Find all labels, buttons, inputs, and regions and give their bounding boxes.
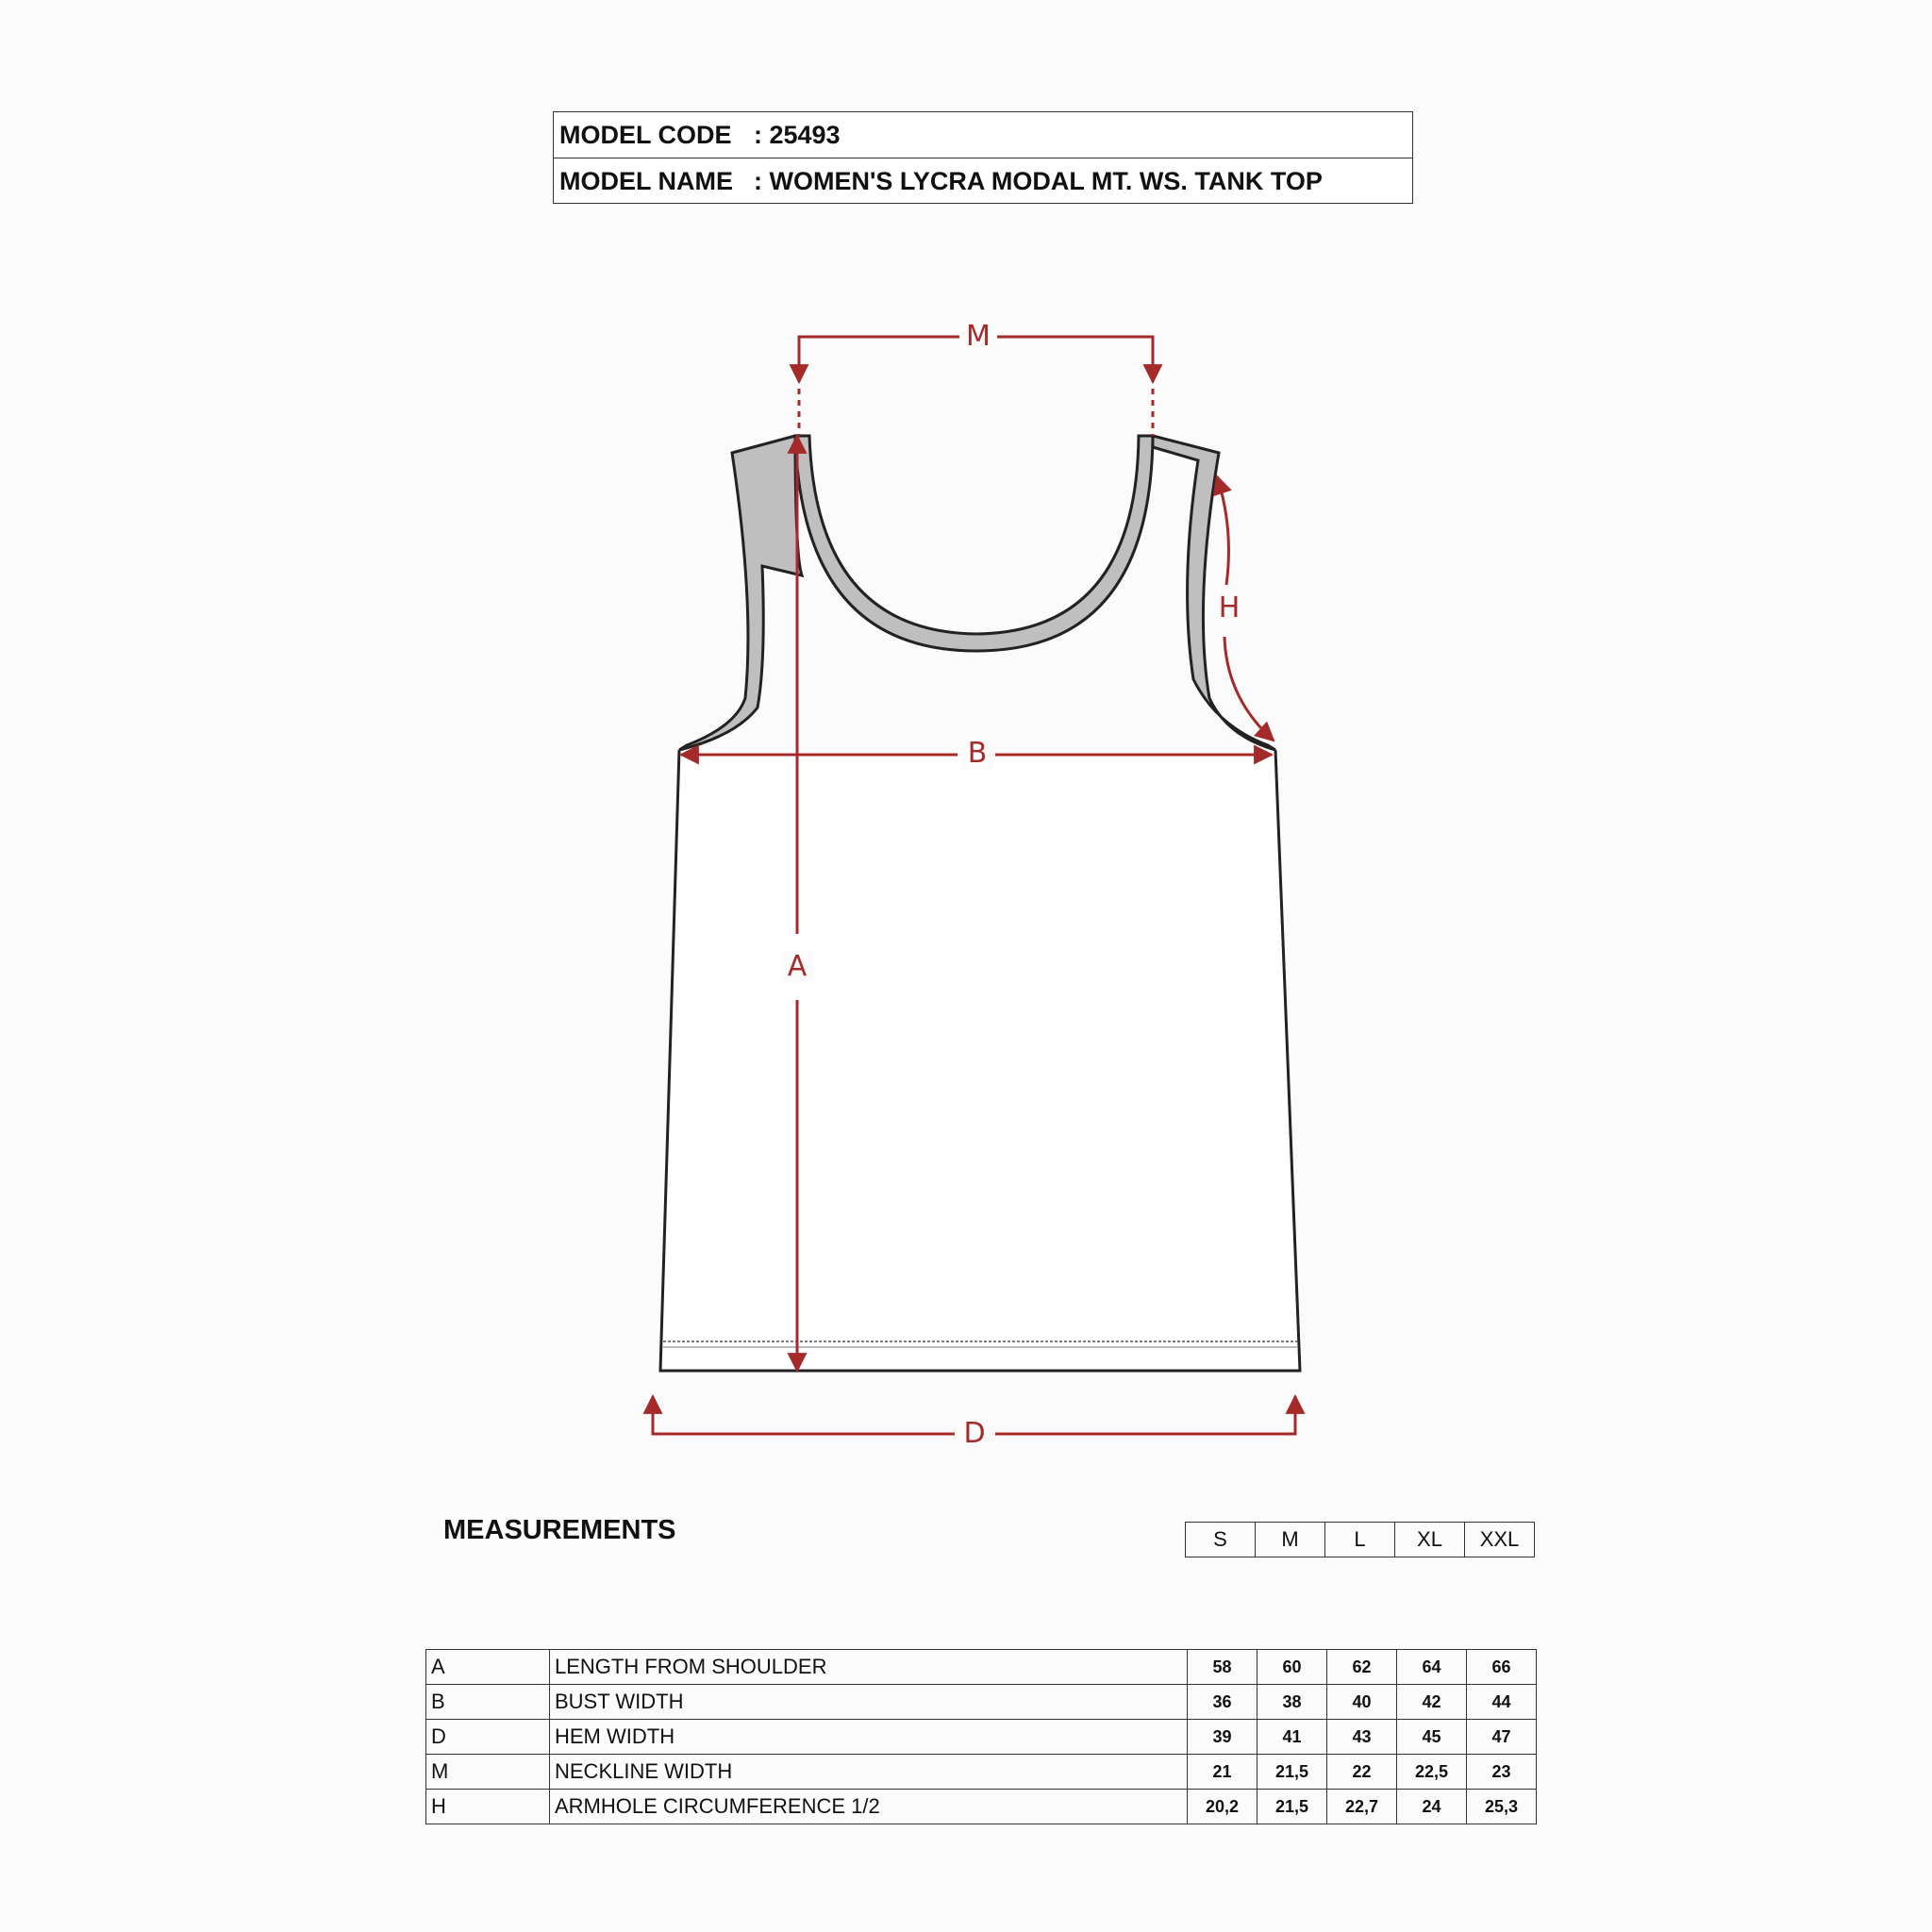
neckline-trim [795, 436, 1153, 651]
row-value-xxl: 47 [1467, 1720, 1537, 1755]
tank-top-outline [660, 750, 1300, 1371]
row-name: NECKLINE WIDTH [550, 1755, 1188, 1790]
row-value-xl: 24 [1397, 1790, 1467, 1824]
row-value-s: 39 [1188, 1720, 1257, 1755]
label-d: D [958, 1418, 991, 1450]
table-row [426, 1720, 1537, 1755]
row-value-xl: 64 [1397, 1650, 1467, 1685]
row-value-s: 58 [1188, 1650, 1257, 1685]
row-value-l: 22 [1327, 1755, 1397, 1790]
size-s: S [1186, 1523, 1256, 1557]
row-value-xl: 45 [1397, 1720, 1467, 1755]
size-l: L [1325, 1523, 1395, 1557]
row-value-l: 62 [1327, 1650, 1397, 1685]
label-h: H [1213, 592, 1245, 625]
label-b: B [961, 738, 993, 770]
row-value-s: 21 [1188, 1755, 1257, 1790]
row-name: HEM WIDTH [550, 1720, 1188, 1755]
size-header-table [1185, 1522, 1535, 1557]
row-value-xxl: 25,3 [1467, 1790, 1537, 1824]
size-xl: XL [1395, 1523, 1465, 1557]
label-m: M [962, 321, 994, 353]
row-code: H [426, 1790, 550, 1824]
row-name: ARMHOLE CIRCUMFERENCE 1/2 [550, 1790, 1188, 1824]
model-name-value: : WOMEN'S LYCRA MODAL MT. WS. TANK TOP [754, 167, 1323, 195]
row-value-m: 21,5 [1257, 1790, 1327, 1824]
garment-body [660, 750, 1300, 1371]
row-value-xxl: 23 [1467, 1755, 1537, 1790]
measurements-table [425, 1649, 1537, 1824]
size-xxl: XXL [1465, 1523, 1535, 1557]
label-a: A [781, 951, 813, 983]
row-value-l: 22,7 [1327, 1790, 1397, 1824]
row-value-l: 40 [1327, 1685, 1397, 1720]
row-value-m: 21,5 [1257, 1755, 1327, 1790]
table-row [426, 1685, 1537, 1720]
row-value-xl: 22,5 [1397, 1755, 1467, 1790]
row-value-l: 43 [1327, 1720, 1397, 1755]
table-row [426, 1790, 1537, 1824]
row-name: LENGTH FROM SHOULDER [550, 1650, 1188, 1685]
row-value-xl: 42 [1397, 1685, 1467, 1720]
row-value-xxl: 44 [1467, 1685, 1537, 1720]
model-code-label: MODEL CODE [559, 121, 732, 149]
model-code-value: : 25493 [754, 121, 841, 149]
measurements-title: MEASUREMENTS [443, 1515, 676, 1545]
row-value-xxl: 66 [1467, 1650, 1537, 1685]
row-value-s: 36 [1188, 1685, 1257, 1720]
row-value-m: 41 [1257, 1720, 1327, 1755]
table-row [426, 1755, 1537, 1790]
row-code: M [426, 1755, 550, 1790]
table-row [426, 1650, 1537, 1685]
row-code: D [426, 1720, 550, 1755]
row-code: A [426, 1650, 550, 1685]
row-code: B [426, 1685, 550, 1720]
left-strap-trim [679, 436, 802, 750]
row-name: BUST WIDTH [550, 1685, 1188, 1720]
size-m: M [1256, 1523, 1325, 1557]
model-name-label: MODEL NAME [559, 167, 734, 195]
row-value-s: 20,2 [1188, 1790, 1257, 1824]
row-value-m: 60 [1257, 1650, 1327, 1685]
row-value-m: 38 [1257, 1685, 1327, 1720]
